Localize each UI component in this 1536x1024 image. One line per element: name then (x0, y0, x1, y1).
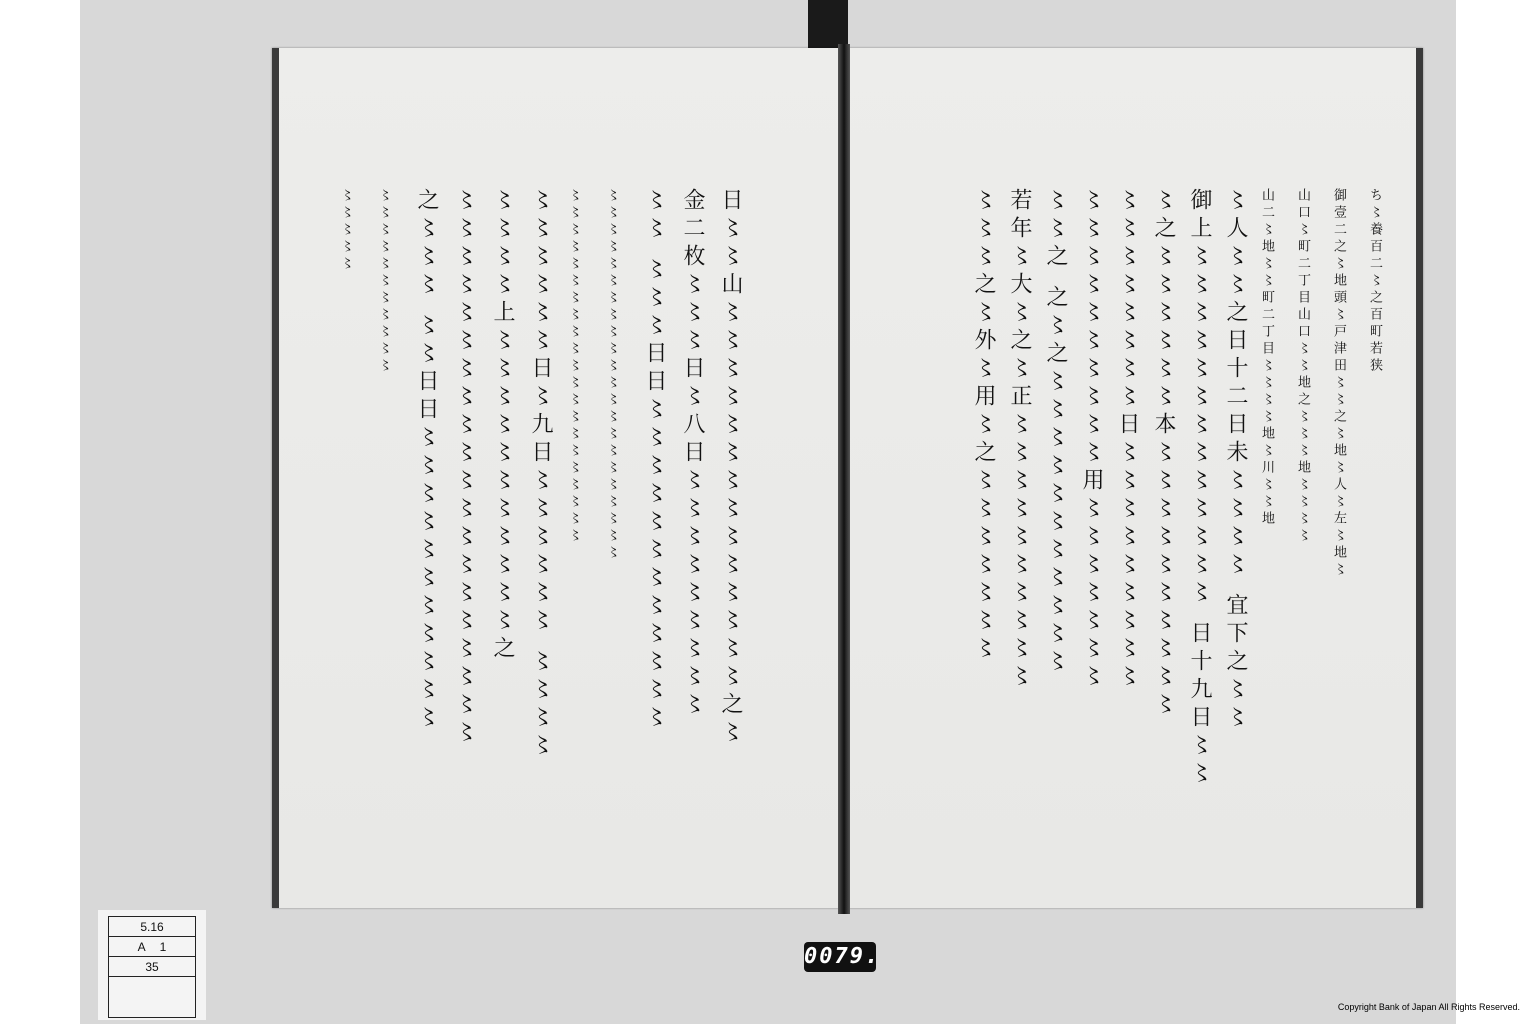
right-page-column: 〻〻〻之〻外〻用〻之〻〻〻〻〻〻〻 (971, 188, 996, 664)
stamp-row-1 (109, 917, 195, 937)
catalog-stamp (98, 910, 206, 1020)
left-page-column: 〻〻〻〻〻〻〻〻〻〻〻 (376, 188, 391, 375)
right-page-column: 山口〻町二丁目山口〻〻地之〻〻〻地〻〻〻〻 (1295, 188, 1310, 545)
right-page-column: 若年〻大〻之〻正〻〻〻〻〻〻〻〻〻〻 (1007, 188, 1032, 692)
left-page-column: 金二枚〻〻〻日〻八日〻〻〻〻〻〻〻〻〻 (680, 188, 705, 720)
right-page-column: 〻之〻〻〻〻〻〻本〻〻〻〻〻〻〻〻〻〻 (1151, 188, 1176, 720)
right-page-column: 〻人〻〻之日十二日未〻〻〻〻 宜下之〻〻 (1223, 188, 1248, 733)
left-page-column: 〻〻 〻〻〻日日〻〻〻〻〻〻〻〻〻〻〻〻 (642, 188, 667, 733)
spine-shadow (808, 0, 848, 48)
frame-number: 0079. (804, 942, 876, 972)
stamp-row-2 (109, 937, 195, 957)
stamp-value-2a: A (137, 939, 146, 954)
book-gutter (838, 44, 850, 914)
right-page (848, 48, 1423, 908)
left-page-column: 〻〻〻〻上〻〻〻〻〻〻〻〻〻〻〻之 (490, 188, 515, 664)
stamp-value-1: 5.16 (140, 919, 164, 934)
left-page-column: 〻〻〻〻〻〻〻〻〻〻〻〻〻〻〻〻〻〻〻〻〻〻 (604, 188, 619, 562)
left-page-column: 之〻〻〻 〻〻日日〻〻〻〻〻〻〻〻〻〻〻 (414, 188, 439, 733)
right-page-column: 山二〻地〻〻町二丁目〻〻〻〻地〻川〻〻地 (1259, 188, 1274, 528)
left-page (272, 48, 847, 908)
right-page-column: ち〻養百二〻之百町若狭 (1367, 188, 1382, 375)
left-page-column: 〻〻〻〻〻〻日〻九日〻〻〻〻〻〻 〻〻〻〻 (528, 188, 553, 761)
stamp-row-3 (109, 957, 195, 977)
right-page-column: 御上〻〻〻〻〻〻〻〻〻〻〻〻〻 日十九日〻〻 (1187, 188, 1212, 789)
right-page-column: 〻〻〻〻〻〻〻〻〻〻用〻〻〻〻〻〻〻 (1079, 188, 1104, 692)
right-page-column: 〻〻之 之〻之〻〻〻〻〻〻〻〻〻〻〻 (1043, 188, 1068, 677)
left-page-column: 〻〻〻〻〻〻〻〻〻〻〻〻〻〻〻〻〻〻〻〻 (452, 188, 477, 748)
stamp-row-4 (109, 977, 195, 996)
copyright-notice: Copyright Bank of Japan All Rights Reserved. (1337, 1002, 1520, 1012)
left-page-column: 日〻〻山〻〻〻〻〻〻〻〻〻〻〻〻〻〻之〻 (718, 188, 743, 748)
stamp-value-3: 35 (145, 959, 159, 974)
right-page-column: 〻〻〻〻〻〻〻〻日〻〻〻〻〻〻〻〻〻 (1115, 188, 1140, 692)
stamp-row-5 (109, 996, 195, 1015)
catalog-stamp-box (108, 916, 196, 1018)
left-page-column: 〻〻〻〻〻 (338, 188, 353, 273)
left-page-column: 〻〻〻〻〻〻〻〻〻〻〻〻〻〻〻〻〻〻〻〻〻 (566, 188, 581, 545)
stamp-value-2b: 1 (159, 939, 167, 954)
right-page-column: 御壹二之〻地頭〻戸津田〻〻之〻地〻人〻左〻地〻 (1331, 188, 1346, 579)
